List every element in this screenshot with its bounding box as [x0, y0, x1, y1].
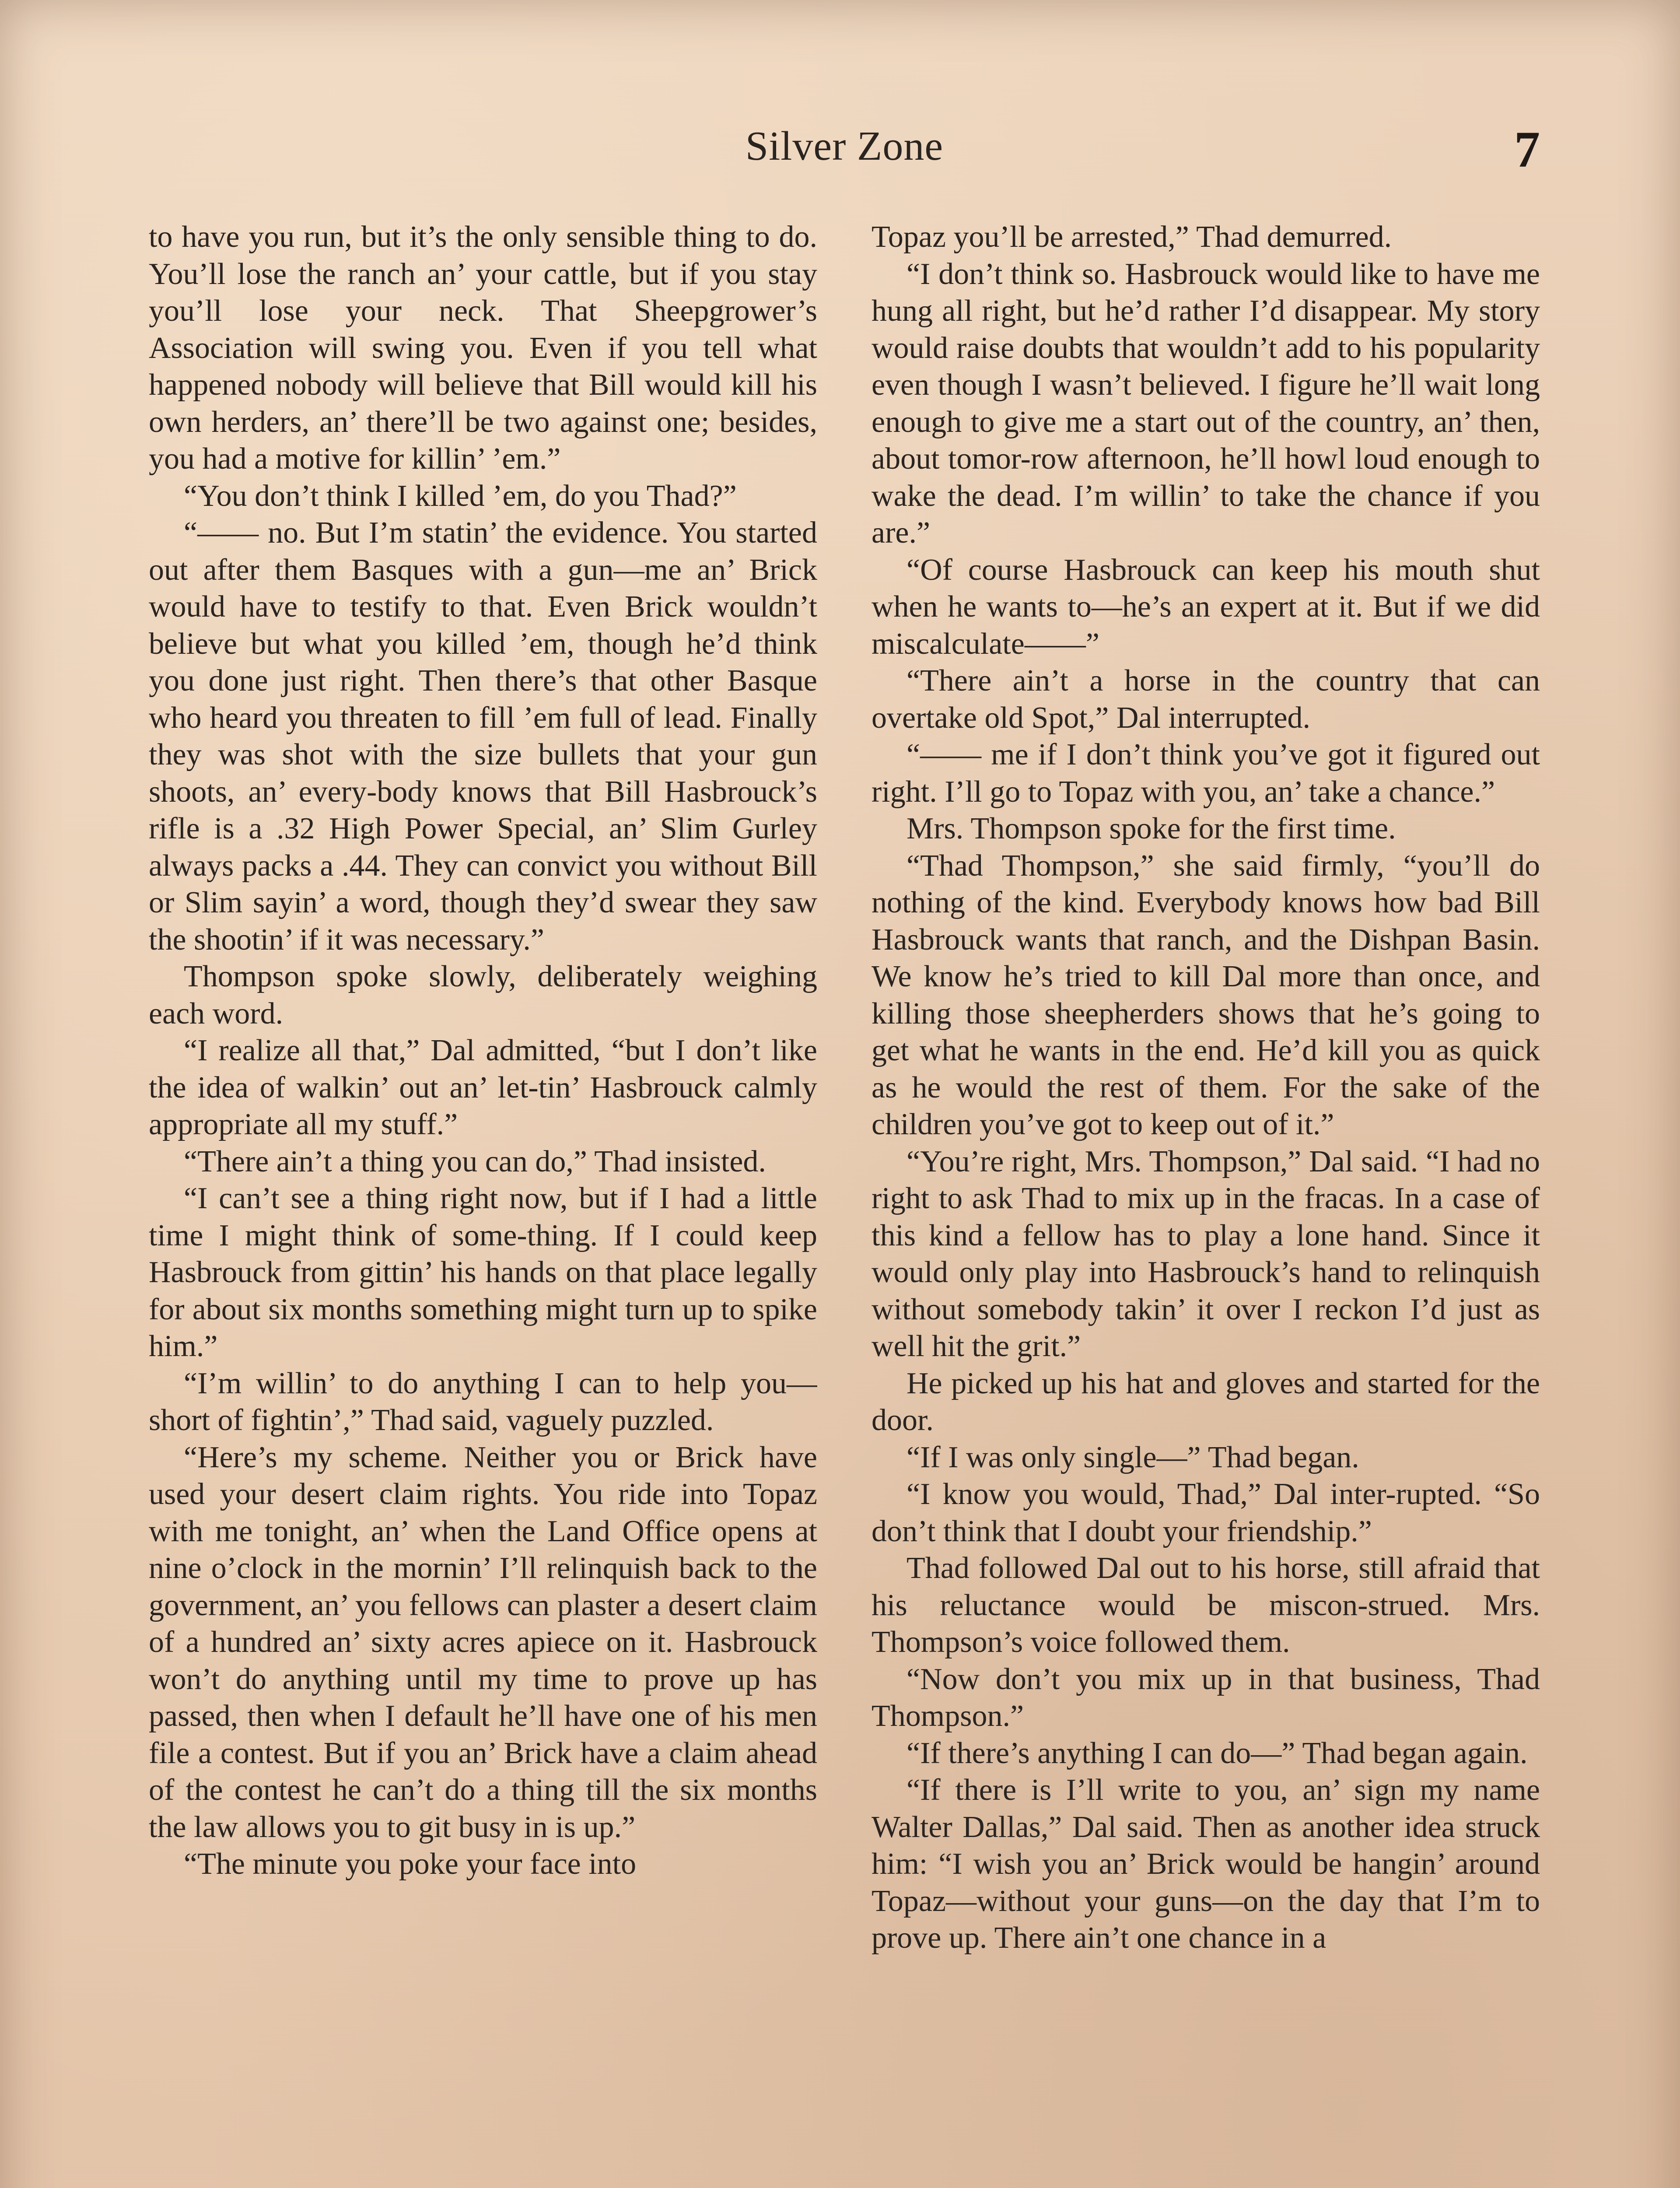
- paragraph: “Thad Thompson,” she said firmly, “you’ll do nothing of the kind. Everybody knows how bad Bill Hasbrouck wants that ranch, and the Dishpan Basin. We know he’s tried to kill Dal more than once, and killing those sheepherders shows that he’s going to get what he wants in the end. He’d kill you as quick as he would the rest of them. For the sake of the children you’ve got to keep out of it.”: [872, 849, 1540, 1141]
- paragraph: “—— no. But I’m statin’ the evidence. You started out after them Basques with a gun—me an’ Brick would have to testify to that. Even Brick wouldn’t believe but what you killed ’em, though he’d think you done just right. Then there’s that other Basque who heard you threaten to fill ’em full of lead. Finally they was shot with the size bullets that your gun shoots, an’ every-body knows that Bill Hasbrouck’s rifle is a .32 High Power Special, an’ Slim Gurley always packs a .44. They can convict you without Bill or Slim sayin’ a word, though they’d swear they saw the shootin’ if it was necessary.”: [149, 516, 817, 957]
- paragraph: “I know you would, Thad,” Dal inter-rupted. “So don’t think that I doubt your friendship.”: [872, 1477, 1540, 1548]
- paragraph: “Here’s my scheme. Neither you or Brick have used your desert claim rights. You ride into Topaz with me tonight, an’ when the Land Office opens at nine o’clock in the mornin’ I’ll relinquish back to the government, an’ you fellows can plaster a desert claim of a hundred an’ sixty acres apiece on it. Hasbrouck won’t do anything until my time to prove up has passed, then when I default he’ll have one of his men file a contest. But if you an’ Brick have a claim ahead of the contest he can’t do a thing till the six months the law allows you to git busy in is up.”: [149, 1440, 817, 1844]
- paragraph: Thompson spoke slowly, deliberately weighing each word.: [149, 960, 817, 1031]
- paragraph: He picked up his hat and gloves and started for the door.: [872, 1366, 1540, 1437]
- paragraph: “—— me if I don’t think you’ve got it figured out right. I’ll go to Topaz with you, an’ take a chance.”: [872, 738, 1540, 809]
- page-number: 7: [1514, 121, 1540, 178]
- paragraph: “I’m willin’ to do anything I can to help you—short of fightin’,” Thad said, vaguely puzzled.: [149, 1366, 817, 1437]
- paragraph: “You don’t think I killed ’em, do you Thad?”: [184, 479, 737, 513]
- paragraph: Mrs. Thompson spoke for the first time.: [906, 812, 1396, 845]
- paragraph: to have you run, but it’s the only sensible thing to do. You’ll lose the ranch an’ your cattle, but if you stay you’ll lose your neck. That Sheepgrower’s Association will swing you. Even if you tell what happened nobody will believe that Bill would kill his own herders, an’ there’ll be two against one; besides, you had a motive for killin’ ’em.”: [149, 220, 817, 476]
- paragraph: “There ain’t a thing you can do,” Thad insisted.: [184, 1144, 766, 1178]
- right-column: [872, 219, 1540, 2188]
- paragraph: “If I was only single—” Thad began.: [906, 1440, 1359, 1474]
- page-header: [149, 123, 1540, 188]
- paragraph: “Now don’t you mix up in that business, Thad Thompson.”: [872, 1662, 1540, 1733]
- paragraph: “There ain’t a horse in the country that can overtake old Spot,” Dal interrupted.: [872, 664, 1540, 735]
- paragraph: “The minute you poke your face into: [184, 1847, 637, 1881]
- paragraph: Thad followed Dal out to his horse, still afraid that his reluctance would be miscon-strued. Mrs. Thompson’s voice followed them.: [872, 1551, 1540, 1659]
- running-head: Silver Zone: [745, 123, 944, 169]
- paragraph: “I can’t see a thing right now, but if I had a little time I might think of some-thing. If I could keep Hasbrouck from gittin’ his hands on that place legally for about six months something might turn up to spike him.”: [149, 1182, 817, 1363]
- paragraph: Topaz you’ll be arrested,” Thad demurred.: [872, 220, 1392, 254]
- paragraph: “If there is I’ll write to you, an’ sign my name Walter Dallas,” Dal said. Then as another idea struck him: “I wish you an’ Brick would be hangin’ around Topaz—without your guns—on the day that I’m to prove up. There ain’t one chance in a: [872, 1773, 1540, 1955]
- text-columns: [149, 219, 1540, 2188]
- paragraph: “Of course Hasbrouck can keep his mouth shut when he wants to—he’s an expert at it. But if we did miscalculate——”: [872, 553, 1540, 661]
- paragraph: “You’re right, Mrs. Thompson,” Dal said. “I had no right to ask Thad to mix up in the fracas. In a case of this kind a fellow has to play a lone hand. Since it would only play into Hasbrouck’s hand to relinquish without somebody takin’ it over I reckon I’d just as well hit the grit.”: [872, 1144, 1540, 1363]
- left-column: [149, 219, 817, 2188]
- paragraph: “If there’s anything I can do—” Thad began again.: [906, 1736, 1528, 1770]
- paragraph: “I don’t think so. Hasbrouck would like to have me hung all right, but he’d rather I’d disappear. My story would raise doubts that wouldn’t add to his popularity even though I wasn’t believed. I figure he’ll wait long enough to give me a start out of the country, an’ then, about tomor-row afternoon, he’ll howl loud enough to wake the dead. I’m willin’ to take the chance if you are.”: [872, 257, 1540, 550]
- paragraph: “I realize all that,” Dal admitted, “but I don’t like the idea of walkin’ out an’ let-tin’ Hasbrouck calmly appropriate all my stuff.”: [149, 1034, 817, 1141]
